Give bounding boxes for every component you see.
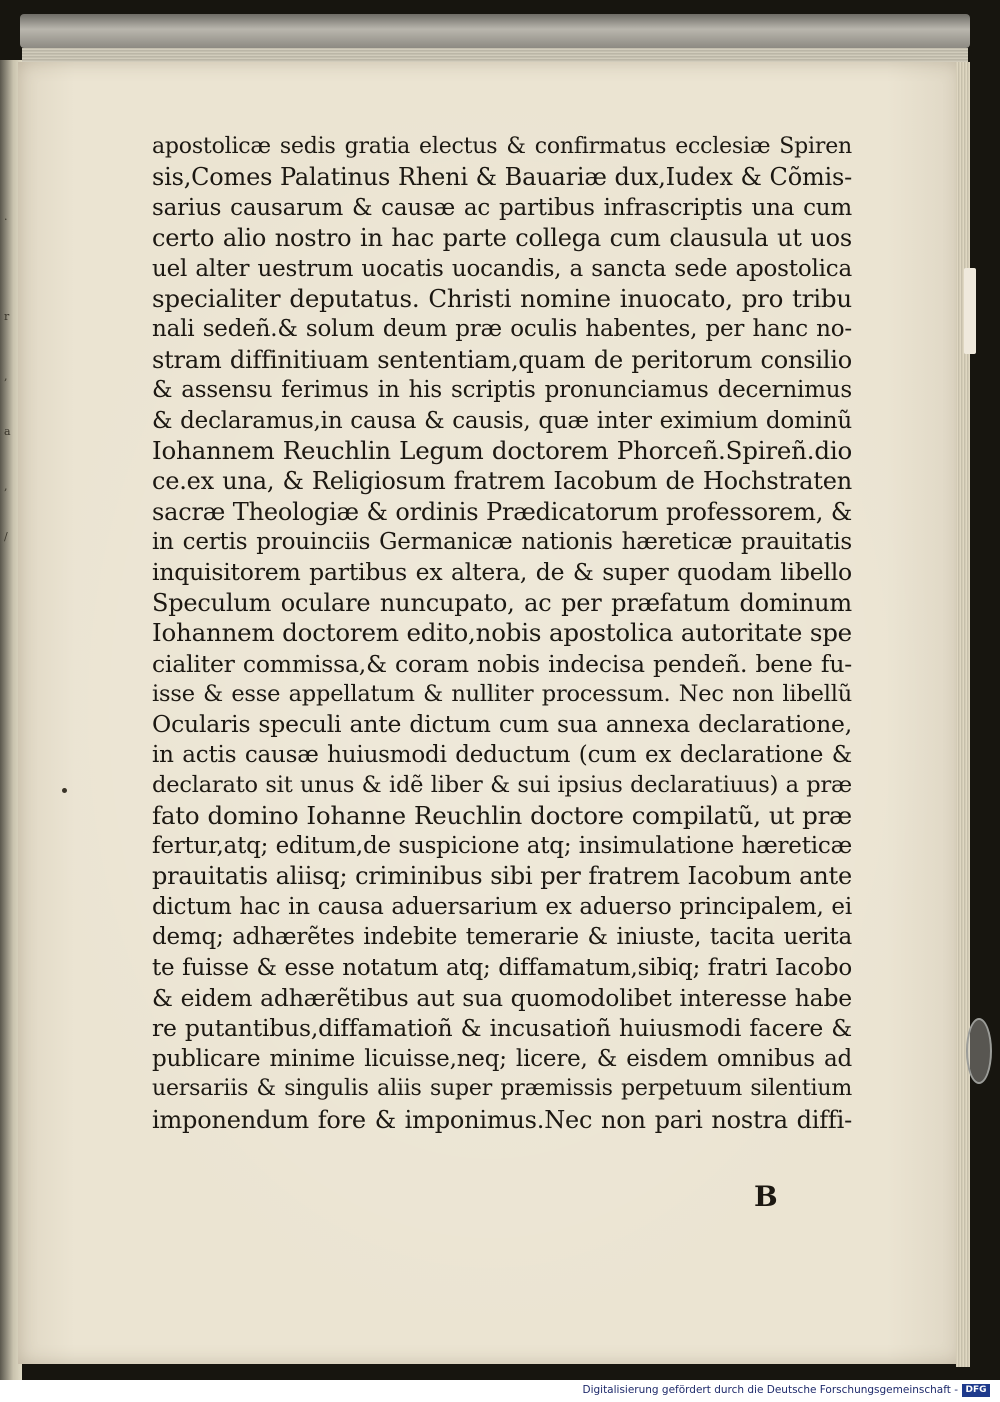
text-line: cialiter commissa,& coram nobis indecisa pendeñ. bene fu-: [152, 649, 852, 678]
text-line: nali sedeñ.& solum deum præ oculis habentes, per hanc no-: [152, 316, 852, 343]
text-line: isse & esse appellatum & nulliter processum. Nec non libellũ: [152, 681, 852, 708]
page-tab-marker: [964, 268, 976, 354]
text-line: Speculum oculare nuncupato, ac per præfatum dominum: [152, 588, 852, 617]
text-line: publicare minime licuisse,neq; licere, & eisdem omnibus ad: [152, 1045, 852, 1072]
ink-dot: [62, 788, 67, 793]
text-line: declarato sit unus & idẽ liber & sui ipsius declaratiuus) a præ: [152, 772, 852, 799]
text-line: sarius causarum & causæ ac partibus infrascriptis una cum: [152, 194, 852, 221]
left-page-text-fragments: . r , a , /: [4, 210, 11, 543]
text-line: sacræ Theologiæ & ordinis Prædicatorum professorem, &: [152, 497, 852, 526]
text-line: fato domino Iohanne Reuchlin doctore compilatũ, ut præ: [152, 800, 852, 830]
text-line: demq; adhærẽtes indebite temerarie & iniuste, tacita uerita: [152, 924, 852, 951]
text-line: Iohannem Reuchlin Legum doctorem Phorceñ.Spireñ.dio: [152, 435, 852, 465]
text-line: fertur,atq; editum,de suspicione atq; insimulatione hæreticæ: [152, 832, 852, 859]
text-line: prauitatis aliisq; criminibus sibi per fratrem Iacobum ante: [152, 862, 852, 891]
text-line: in certis prouinciis Germanicæ nationis hæreticæ prauitatis: [152, 529, 852, 556]
main-text-block: [152, 132, 852, 1135]
book-top-binding: [20, 14, 970, 48]
text-line: uersariis & singulis aliis super præmissis perpetuum silentium: [152, 1076, 852, 1102]
dfg-logo: DFG: [962, 1384, 990, 1397]
text-line: uel alter uestrum uocatis uocandis, a sancta sede apostolica: [152, 255, 852, 282]
signature-mark: B: [754, 1180, 778, 1213]
text-line: ce.ex una, & Religiosum fratrem Iacobum de Hochstraten: [152, 467, 852, 496]
text-line: dictum hac in causa aduersarium ex aduerso principalem, ei: [152, 893, 852, 920]
text-line: specialiter deputatus. Christi nomine inuocato, pro tribu: [152, 283, 852, 313]
text-line: Ocularis speculi ante dictum cum sua annexa declaratione,: [152, 710, 852, 739]
text-line: & assensu ferimus in his scriptis pronunciamus decernimus: [152, 377, 852, 404]
text-line: Iohannem doctorem edito,nobis apostolica autoritate spe: [152, 618, 852, 648]
text-line: inquisitorem partibus ex altera, de & super quodam libello: [152, 558, 852, 587]
text-line: & declaramus,in causa & causis, quæ inter eximium dominũ: [152, 407, 852, 434]
footer-credit-text: Digitalisierung gefördert durch die Deutsche Forschungsgemeinschaft -: [582, 1384, 958, 1396]
text-line: apostolicæ sedis gratia electus & confirmatus ecclesiæ Spiren: [152, 134, 852, 159]
text-line: re putantibus,diffamatioñ & incusatioñ huiusmodi facere &: [152, 1014, 852, 1043]
text-line: in actis causæ huiusmodi deductum (cum ex declaratione &: [152, 741, 852, 768]
text-line: imponendum fore & imponimus.Nec non pari nostra diffi-: [152, 1105, 852, 1134]
book-page-edges-right: [956, 62, 970, 1367]
text-line: & eidem adhærẽtibus aut sua quomodolibet interesse habe: [152, 983, 852, 1012]
text-line: stram diffinitiuam sententiam,quam de peritorum consilio: [152, 345, 852, 374]
page-clip: [966, 1018, 992, 1084]
text-line: te fuisse & esse notatum atq; diffamatum,sibiq; fratri Iacobo: [152, 954, 852, 981]
text-line: sis,Comes Palatinus Rheni & Bauariæ dux,Iudex & Cõmis-: [152, 163, 852, 192]
text-line: certo alio nostro in hac parte collega cum clausula ut uos: [152, 224, 852, 253]
footer-bar: [0, 1380, 1000, 1402]
